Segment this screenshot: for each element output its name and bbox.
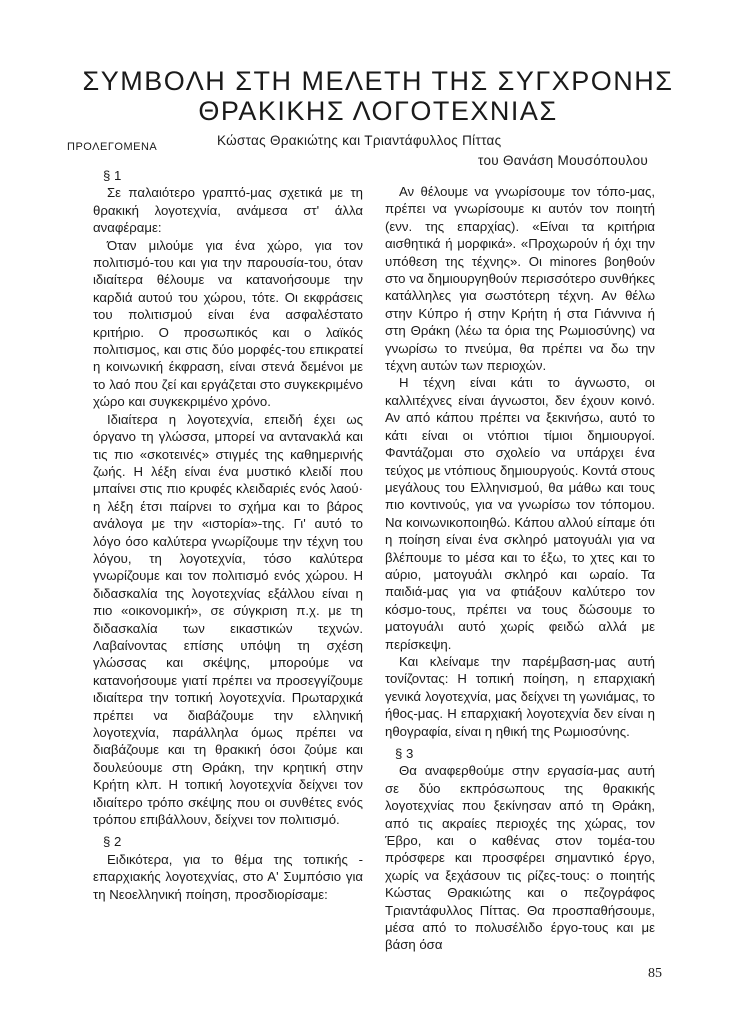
byline: του Θανάση Μουσόπουλου (478, 153, 649, 168)
authors-line: Κώστας Θρακιώτης και Τριαντάφυλλος Πίττας (217, 133, 502, 148)
page-number: 85 (648, 966, 662, 981)
title-line-1: ΣΥΜΒΟΛΗ ΣΤΗ ΜΕΛΕΤΗ ΤΗΣ ΣΥΓΧΡΟΝΗΣ (82, 66, 674, 96)
paragraph: Η τέχνη είναι κάτι το άγνωστο, οι καλλιτέχνες είναι άγνωστοι, δεν έχουν κοινό. Αν από κάπου πρέπει να ξεκινήσω, αυτό το κάτι είναι οι ντόπιοι τίμιοι δημιουργοί. Φαντάζομαι στο σχολείο να υπάρχει ένα τεύχος με ντόπιους δημιουργούς. Κοντά στους μεγάλους του Ελληνισμού, θα μάθω και τους πιο κοντινούς, για να γνωρίσω τον τόπομου. Να κοινωνικοποιηθώ. Κάπου αλλού είπαμε ότι η ποίηση είναι ένα σκληρό ματογυάλι για να βλέπουμε το μέσα και το έξω, το χτες και το αύριο, ματογυάλι σκληρό και ωραίο. Τα παιδιά-μας για να φτιάξουν καλύτερο τον κόσμο-τους, πρέπει να τους δώσουμε το ματογυάλι αυτό χωρίς φειδώ αλλά με περίσκεψη. (385, 375, 655, 652)
section-marker-3: § 3 (395, 746, 414, 761)
paragraph: Αν θέλουμε να γνωρίσουμε τον τόπο-μας, πρέπει να γνωρίσουμε κι αυτόν τον ποιητή (ενν. της επαρχίας). «Είναι τα κριτήρια αισθητικά ή μορφικά». «Προχωρούν ή όχι την υπόθεση της τέχνης». Οι minores βοηθούν στο να δημιουργηθούν περισσότερο συνθήκες κατάλληλες για σωστότερη τέχνη. Αν θέλω στην Κύπρο ή στην Κρήτη ή στα Γιάννινα ή στη Θράκη (λέω τα όρια της Ρωμιοσύνης) να γνωρίσω το πνεύμα, θα πρέπει να δω την τέχνη αυτών των περιοχών. (385, 184, 655, 374)
paragraph: Θα αναφερθούμε στην εργασία-μας αυτή σε δύο εκπρόσωπους της θρακικής λογοτεχνίας που ξεκίνησαν από τη Θράκη, από τις ακραίες περιοχές της χώρας, τον Έβρο, και ο καθένας στον τομέα-του πρόσφερε και προσφέρει σημαντικό έργο, χωρίς να ξεχάσουν τις ρίζες-τους: ο ποιητής Κώστας Θρακιώτης και ο πεζογράφος Τριαντάφυλλος Πίττας. Θα προσπαθήσουμε, μέσα από το πολυσέλιδο έργο-τους και με βάση όσα (385, 763, 655, 953)
right-column (385, 183, 655, 954)
title-line-2: ΘΡΑΚΙΚΗΣ ΛΟΓΟΤΕΧΝΙΑΣ (198, 96, 558, 126)
left-column (93, 167, 363, 903)
paragraph: Και κλείναμε την παρέμβαση-μας αυτή τονίζοντας: Η τοπική ποίηση, η επαρχιακή γενικά λογοτεχνία, μας δείχνει τη γωνιάμας, το ήθος-μας. Η επαρχιακή λογοτεχνία δεν είναι η ηθογραφία, είναι η ηθική της Ρωμιοσύνης. (385, 653, 655, 739)
paragraph: Όταν μιλούμε για ένα χώρο, για τον πολιτισμό-του και για την παρουσία-του, όταν ιδιαίτερα θέλουμε να κατανοήσουμε την καρδιά αυτού του χώρου, τότε. Οι εκφράσεις του πολιτισμού είναι ένα ασφαλέστατο κριτήριο. Ο προσωπικός και ο λαϊκός πολιτισμος, και στις δύο μορφές-του επικρατεί η κοινωνική έκφραση, είναι στενά δεμένοι με το λαό που ζεί και εργάζεται στο συγκεκριμένο χώρο και συγκεκριμένο χρόνο. (93, 237, 363, 410)
paragraph: Ειδικότερα, για το θέμα της τοπικής - επαρχιακής λογοτεχνίας, στο Α' Συμπόσιο για τη Νεοελληνική ποίηση, προσδιορίσαμε: (93, 851, 363, 902)
section-marker-1: § 1 (103, 168, 122, 183)
paragraph: Σε παλαιότερο γραπτό-μας σχετικά με τη θρακική λογοτεχνία, ανάμεσα στ' άλλα αναφέραμε: (93, 185, 363, 236)
paragraph: Ιδιαίτερα η λογοτεχνία, επειδή έχει ως όργανο τη γλώσσα, μπορεί να αντανακλά και τις πιο «σκοτεινές» στιγμές της καθημερινής ζωής. Η λέξη είναι ένα μυστικό κλειδί που μπαίνει στις πιο κρυφές κλειδαριές ενός λαού· η λέξη έτσι παίρνει το σχήμα και το βάρος ανάλογα με την «ιστορία»-της. Γι' αυτό το λόγο όσο καλύτερα γνωρίζουμε την τέχνη του λόγου, τη λογοτεχνία, τόσο καλύτερα γνωρίζουμε και τον πολιτισμό ενός χώρου. Η διδασκαλία της λογοτεχνίας εξάλλου είναι η πιο «οικονομική», σε σύγκριση π.χ. με τη διδασκαλία των εικαστικών τεχνών. Λαβαίνοντας επίσης υπόψη τη σχέση γλώσσας και σκέψης, μπορούμε να κατανοήσουμε γιατί πρέπει να προσεγγίζουμε ιδιαίτερα την τοπική λογοτεχνία. Πρωταρχικά πρέπει να διαβάζουμε την ελληνική λογοτεχνία, παράλληλα όμως πρέπει να διαβάζουμε και τη θρακική όσοι ζούμε και δουλεύουμε στη Θράκη, την κρητική στην Κρήτη κλπ. Η τοπική λογοτεχνία δείχνει τον ιδιαίτερο τρόπο σκέψης που οι συνθέτες ενός τρόπου επιβάλλουν, δείχνει τον πολιτισμό. (93, 411, 363, 828)
section-marker-2: § 2 (103, 834, 122, 850)
section-label: ΠΡΟΛΕΓΟΜΕΝΑ (67, 141, 158, 153)
article-title (0, 66, 756, 126)
